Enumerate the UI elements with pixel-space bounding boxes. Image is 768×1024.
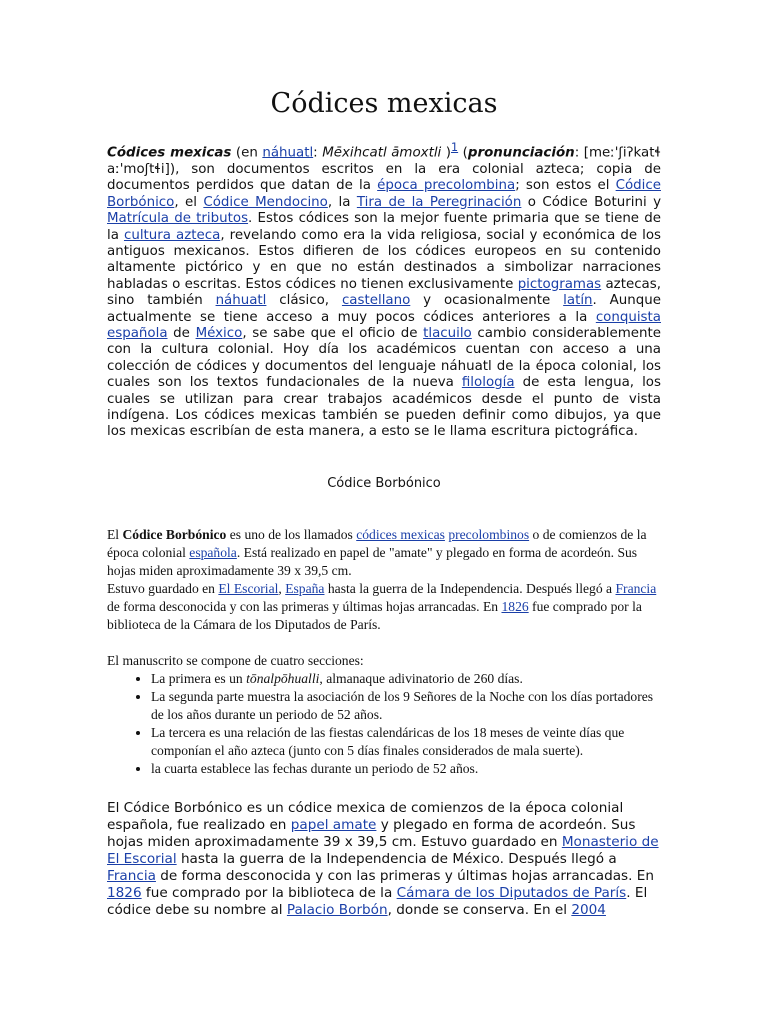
link-castellano[interactable]: castellano: [341, 293, 411, 309]
text: Estuvo guardado en: [107, 581, 219, 596]
link-monasterio-escorial[interactable]: Monasterio de El Escorial: [107, 834, 659, 867]
text: ): [441, 145, 452, 161]
text: (: [458, 145, 468, 161]
list-item: • La segunda parte muestra la asociación de los 9 Señores de la Noche con los días portadores de los años durante un periodo de 52 años.: [151, 688, 667, 724]
text: El: [107, 527, 123, 542]
text: y ocasionalmente: [410, 293, 564, 309]
text: hasta la guerra de la Independencia de México. Después llegó a: [176, 851, 617, 867]
link-codices-mexicas[interactable]: códices mexicas: [356, 527, 445, 542]
text: , revelando como era la vida religiosa, social y económica de los antiguos mexicanos. Estos difieren de los códices europeos en su contenido altamente pictórico y en que no están destinados a simbolizar narraciones habladas o escritas. Estos códices no tienen exclusivamente: [107, 227, 661, 292]
link-tlacuilo[interactable]: tlacuilo: [423, 325, 472, 341]
text: ; son estos el: [515, 178, 616, 194]
link-2004[interactable]: 2004: [571, 902, 606, 918]
link-espana[interactable]: España: [285, 581, 325, 596]
link-palacio-borbon[interactable]: Palacio Borbón: [286, 902, 388, 918]
final-paragraph: [107, 800, 663, 919]
link-francia[interactable]: Francia: [615, 581, 657, 596]
link-nahuatl[interactable]: náhuatl: [262, 145, 314, 161]
link-nahuatl-2[interactable]: náhuatl: [215, 293, 267, 309]
link-conquista-espanola[interactable]: conquista española: [107, 309, 661, 341]
italic-term: Mēxihcatl āmoxtli: [322, 145, 442, 161]
spacer: [107, 634, 667, 652]
link-codice-borbonico[interactable]: Códice Borbónico: [107, 178, 661, 210]
link-filologia[interactable]: filología: [461, 375, 515, 391]
text: hasta la guerra de la Independencia. Después llegó a: [324, 581, 616, 596]
italic-term: tōnalpōhualli: [246, 671, 320, 686]
link-francia-2[interactable]: Francia: [107, 868, 156, 884]
list-item: • La tercera es una relación de las fiestas calendáricas de los 18 meses de veinte días que componían el año azteca (junto con 5 días finales considerados de mala suerte).: [151, 724, 667, 760]
intro-paragraph: [107, 140, 661, 441]
image-caption: Códice Borbónico: [327, 476, 441, 491]
text: de forma desconocida y con las primeras y últimas hojas arrancadas. En: [155, 868, 654, 884]
bold-term: Códices mexicas: [107, 145, 232, 161]
link-cultura-azteca[interactable]: cultura azteca: [123, 227, 221, 243]
text: . Aunque actualmente se tiene acceso a muy pocos códices anteriores a la: [107, 293, 662, 325]
link-matricula-tributos[interactable]: Matrícula de tributos: [107, 211, 249, 227]
link-camara-diputados[interactable]: Cámara de los Diputados de París: [396, 885, 627, 901]
text: de: [167, 325, 196, 341]
text: La primera es un: [151, 671, 247, 686]
text: clásico,: [266, 293, 342, 309]
text: , el: [174, 194, 204, 210]
borbonico-paragraph: [107, 526, 667, 580]
text: : [meː'ʃiʔkatɬ aː'moʃtɬi]), son documentos escritos en la era colonial azteca; copia de documentos perdidos que datan de la: [107, 145, 661, 194]
text: ,: [278, 581, 286, 596]
link-epoca-precolombina[interactable]: época precolombina: [377, 178, 516, 194]
text: :: [313, 145, 323, 161]
borbonico-section: [107, 526, 667, 778]
link-precolombinos[interactable]: precolombinos: [448, 527, 530, 542]
text: . El códice debe su nombre al: [107, 885, 648, 918]
footnote-link[interactable]: 1: [451, 141, 459, 154]
link-pictogramas[interactable]: pictogramas: [517, 276, 602, 292]
bold-term: Códice Borbónico: [122, 527, 227, 542]
link-papel-amate[interactable]: papel amate: [290, 817, 377, 833]
link-espanola[interactable]: española: [189, 545, 237, 560]
text: y plegado en forma de acordeón. Sus hojas miden aproximadamente 39 x 39,5 cm. Estuvo guardado en: [107, 817, 636, 850]
text: , almanaque adivinatorio de 260 días.: [319, 671, 523, 686]
text: o de comienzos de la época colonial: [107, 527, 647, 560]
text: . Estos códices son la mejor fuente primaria que se tiene de la: [107, 211, 661, 243]
sections-intro: El manuscrito se compone de cuatro secciones:: [107, 653, 364, 668]
link-tira-peregrinacion[interactable]: Tira de la Peregrinación: [356, 194, 522, 210]
bold-italic-term: pronunciación: [467, 145, 575, 161]
link-1826[interactable]: 1826: [501, 599, 529, 614]
link-el-escorial[interactable]: El Escorial: [218, 581, 279, 596]
text: , se sabe que el oficio de: [242, 325, 424, 341]
page-title: Códices mexicas: [270, 88, 498, 119]
text: , la: [327, 194, 357, 210]
sections-list: [107, 670, 667, 778]
text: de esta lengua, los cuales se utilizan para crear trabajos académicos desde el punto de vista indígena. Los códices mexicas también se pueden definir como dibujos, ya que los mexicas escribían de esta manera, a esto se le llama escritura pictográfica.: [107, 375, 661, 440]
list-item: [151, 670, 667, 688]
text: fue comprado por la biblioteca de la Cámara de los Diputados de París.: [107, 599, 642, 632]
text: (en: [231, 145, 263, 161]
link-latin[interactable]: latín: [563, 293, 593, 309]
escorial-paragraph: [107, 580, 667, 634]
text: cambio considerablemente con la cultura colonial. Hoy día los académicos cuentan con acceso a una colección de códices y documentos del lenguaje náhuatl de la época colonial, los cuales son los textos fundacionales de la nueva: [107, 325, 661, 391]
text: fue comprado por la biblioteca de la: [141, 885, 397, 901]
text: es uno de los llamados: [226, 527, 357, 542]
text: de forma desconocida y con las primeras y últimas hojas arrancadas. En: [107, 599, 502, 614]
text: , donde se conserva. En el: [387, 902, 572, 918]
link-1826-2[interactable]: 1826: [107, 885, 142, 901]
list-item: • la cuarta establece las fechas durante un periodo de 52 años.: [151, 760, 667, 778]
link-codice-mendocino[interactable]: Códice Mendocino: [203, 194, 328, 210]
text: aztecas, sino también: [107, 276, 661, 309]
text: o Códice Boturini y: [521, 194, 661, 210]
text: El Códice Borbónico es un códice mexica de comienzos de la época colonial española, fue realizado en: [107, 800, 624, 833]
text: . Está realizado en papel de "amate" y plegado en forma de acordeón. Sus hojas miden aproximadamente 39 x 39,5 cm.: [107, 545, 638, 578]
link-mexico[interactable]: México: [195, 325, 243, 341]
